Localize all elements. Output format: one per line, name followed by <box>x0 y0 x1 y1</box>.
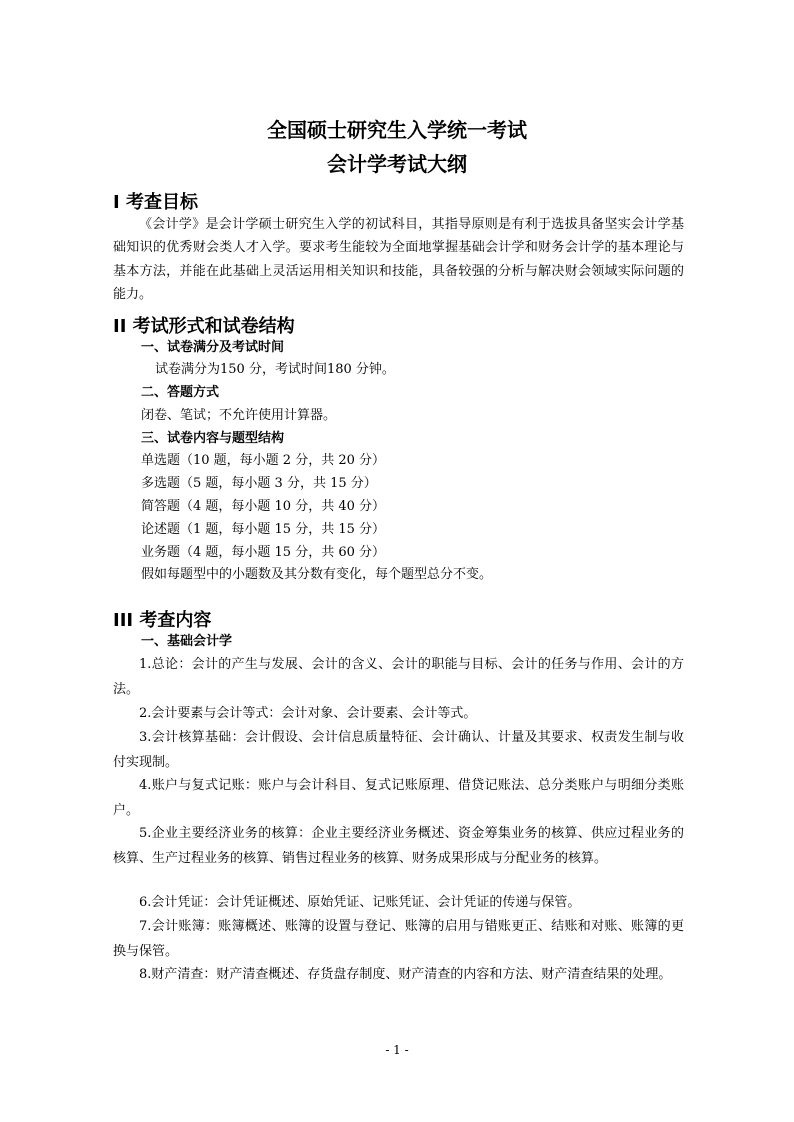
subheading-answer-method: 二、答题方式 <box>141 385 220 400</box>
subheading-basic-accounting: 一、基础会计学 <box>141 634 233 649</box>
question-type-item: 业务题（4 题，每小题 15 分，共 60 分） <box>141 545 386 560</box>
content-item: 2.会计要素与会计等式：会计对象、会计要素、会计等式。 <box>139 706 477 721</box>
section-heading-exam-format: II 考试形式和试卷结构 <box>113 316 295 337</box>
question-type-item: 多选题（5 题，每小题 3 分，共 15 分） <box>141 476 377 491</box>
document-title-line1: 全国硕士研究生入学统一考试 <box>267 118 527 142</box>
content-item: 6.会计凭证：会计凭证概述、原始凭证、记账凭证、会计凭证的传递与保管。 <box>139 895 581 910</box>
subheading-score-time: 一、试卷满分及考试时间 <box>141 340 285 355</box>
content-item: 8.财产清查：财产清查概述、存货盘存制度、财产清查的内容和方法、财产清查结果的处理。 <box>139 967 672 982</box>
content-item: 4.账户与复式记账：账户与会计科目、复式记账原理、借贷记账法、总分类账户与明细分类账户。 <box>113 778 684 818</box>
document-title-line2: 会计学考试大纲 <box>327 152 467 176</box>
section-heading-content: III 考查内容 <box>113 610 212 631</box>
content-item: 1.总论：会计的产生与发展、会计的含义、会计的职能与目标、会计的任务与作用、会计的方法。 <box>113 657 684 697</box>
question-type-item: 论述题（1 题，每小题 15 分，共 15 分） <box>141 522 386 537</box>
objectives-paragraph: 《会计学》是会计学硕士研究生入学的初试科目，其指导原则是有利于选拔具备坚实会计学基础知识的优秀财会类人才入学。要求考生能较为全面地掌握基础会计学和财务会计学的基本理论与基本方法，并能在此基础上灵活运用相关知识和技能，具备较强的分析与解决财会领域实际问题的能力。 <box>113 217 684 302</box>
content-item: 5.企业主要经济业务的核算：企业主要经济业务概述、资金筹集业务的核算、供应过程业务的核算、生产过程业务的核算、销售过程业务的核算、财务成果形成与分配业务的核算。 <box>113 826 684 866</box>
page-number: - 1 - <box>385 1043 409 1057</box>
section-heading-objectives: I 考查目标 <box>113 192 198 213</box>
question-type-note: 假如每题型中的小题数及其分数有变化，每个题型总分不变。 <box>141 567 493 582</box>
content-item: 7.会计账簿：账簿概述、账簿的设置与登记、账簿的启用与错账更正、结账和对账、账簿的更换与保管。 <box>113 919 684 959</box>
question-type-item: 简答题（4 题，每小题 10 分，共 40 分） <box>141 499 386 514</box>
score-time-text: 试卷满分为150 分，考试时间180 分钟。 <box>155 362 395 377</box>
answer-method-text: 闭卷、笔试；不允许使用计算器。 <box>141 408 337 423</box>
content-item: 3.会计核算基础：会计假设、会计信息质量特征、会计确认、计量及其要求、权责发生制与收付实现制。 <box>113 730 684 770</box>
question-type-item: 单选题（10 题，每小题 2 分，共 20 分） <box>141 453 386 468</box>
subheading-paper-structure: 三、试卷内容与题型结构 <box>141 431 285 446</box>
